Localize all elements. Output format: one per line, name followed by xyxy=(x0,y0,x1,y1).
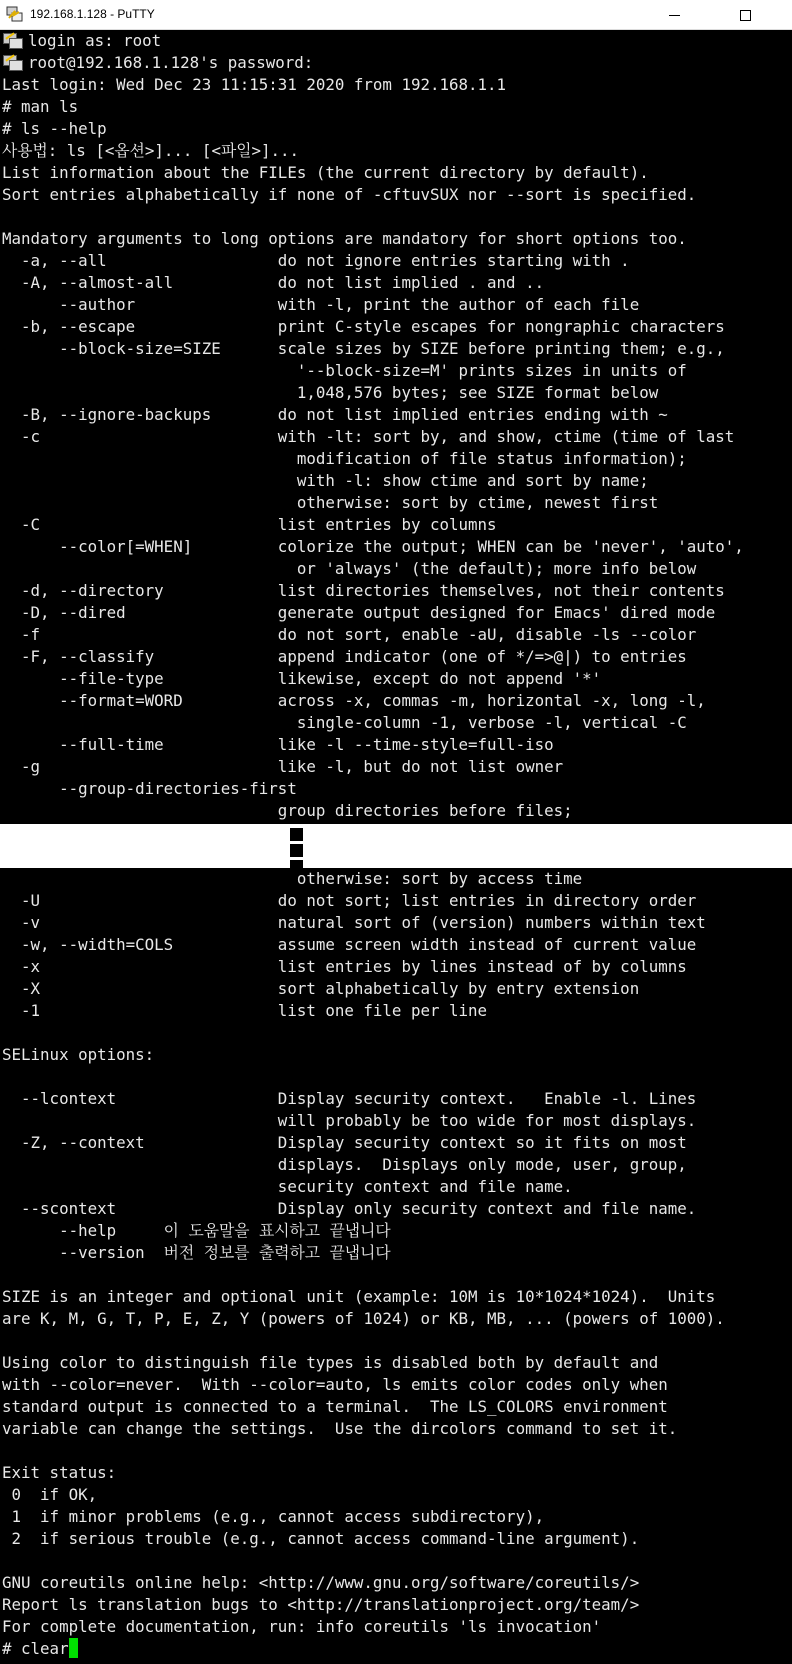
terminal-line-text: GNU coreutils online help: <http://www.gnu.org/software/coreutils/> xyxy=(2,1573,640,1592)
terminal-line xyxy=(2,514,744,536)
terminal-line xyxy=(2,294,744,316)
terminal-line-text: displays. Displays only mode, user, group, xyxy=(2,1155,687,1174)
terminal-line-text: --full-time like -l --time-style=full-iso xyxy=(2,735,554,754)
terminal-line-text: --block-size=SIZE scale sizes by SIZE before printing them; e.g., xyxy=(2,339,725,358)
terminal-line-text: 1,048,576 bytes; see SIZE format below xyxy=(2,383,659,402)
terminal-line-text: -X sort alphabetically by entry extension xyxy=(2,979,640,998)
terminal-line-text: -g like -l, but do not list owner xyxy=(2,757,564,776)
terminal-line xyxy=(2,1154,725,1176)
terminal-line xyxy=(2,1242,725,1264)
terminal-line-text: Report ls translation bugs to <http://translationproject.org/team/> xyxy=(2,1595,640,1614)
terminal-line xyxy=(2,206,744,228)
maximize-button[interactable] xyxy=(722,0,768,30)
terminal-line xyxy=(2,1132,725,1154)
terminal-line-text: otherwise: sort by access time xyxy=(2,869,583,888)
terminal-line-text: -c with -lt: sort by, and show, ctime (time of last xyxy=(2,427,735,446)
terminal-line xyxy=(2,912,725,934)
terminal-line xyxy=(2,404,744,426)
terminal-line-text: --format=WORD across -x, commas -m, horizontal -x, long -l, xyxy=(2,691,706,710)
terminal-line xyxy=(2,934,725,956)
terminal-line-text: security context and file name. xyxy=(2,1177,573,1196)
terminal-line xyxy=(2,690,744,712)
terminal-line xyxy=(2,978,725,1000)
terminal-line-text: Mandatory arguments to long options are mandatory for short options too. xyxy=(2,229,687,248)
terminal-line-text: modification of file status information); xyxy=(2,449,687,468)
terminal-line-text: root@192.168.1.128's password: xyxy=(28,53,314,72)
terminal-line xyxy=(2,426,744,448)
terminal-line xyxy=(2,1022,725,1044)
terminal-line xyxy=(2,1440,725,1462)
terminal-line xyxy=(2,712,744,734)
terminal-line xyxy=(2,1330,725,1352)
terminal-line-text: -v natural sort of (version) numbers within text xyxy=(2,913,706,932)
terminal-line-text: are K, M, G, T, P, E, Z, Y (powers of 1024) or KB, MB, ... (powers of 1000). xyxy=(2,1309,725,1328)
terminal-line xyxy=(2,1198,725,1220)
terminal-line-text: -d, --directory list directories themselves, not their contents xyxy=(2,581,725,600)
terminal-line xyxy=(2,272,744,294)
terminal-line-text: -w, --width=COLS assume screen width instead of current value xyxy=(2,935,697,954)
terminal-line xyxy=(2,1220,725,1242)
terminal-line-text: --lcontext Display security context. Enable -l. Lines xyxy=(2,1089,697,1108)
terminal-line-text: with --color=never. With --color=auto, ls emits color codes only when xyxy=(2,1375,668,1394)
gap-marker xyxy=(290,828,303,841)
terminal-line-text: # man ls xyxy=(2,97,79,116)
terminal-line-text: SELinux options: xyxy=(2,1045,155,1064)
terminal-line-text: 2 if serious trouble (e.g., cannot access command-line argument). xyxy=(2,1529,640,1548)
terminal-line xyxy=(2,492,744,514)
terminal-line xyxy=(2,890,725,912)
terminal-line xyxy=(2,668,744,690)
terminal-line xyxy=(2,316,744,338)
terminal-line xyxy=(2,184,744,206)
terminal-line-text: otherwise: sort by ctime, newest first xyxy=(2,493,659,512)
terminal-line-text: --file-type likewise, except do not append '*' xyxy=(2,669,602,688)
terminal-line-text: SIZE is an integer and optional unit (example: 10M is 10*1024*1024). Units xyxy=(2,1287,716,1306)
putty-session-icon xyxy=(2,53,22,71)
terminal-line-text: --color[=WHEN] colorize the output; WHEN can be 'never', 'auto', xyxy=(2,537,744,556)
terminal-line xyxy=(2,1550,725,1572)
terminal-line-text: -C list entries by columns xyxy=(2,515,497,534)
terminal-line-text: login as: root xyxy=(28,31,162,50)
terminal-line-text: -D, --dired generate output designed for Emacs' dired mode xyxy=(2,603,716,622)
terminal-line xyxy=(2,580,744,602)
terminal-line xyxy=(2,228,744,250)
terminal-line-text: -Z, --context Display security context so it fits on most xyxy=(2,1133,687,1152)
window-title: 192.168.1.128 - PuTTY xyxy=(30,7,155,21)
terminal-line xyxy=(2,1484,725,1506)
command-prompt[interactable] xyxy=(2,1638,725,1660)
terminal-line xyxy=(2,360,744,382)
terminal-line-text: -a, --all do not ignore entries starting with . xyxy=(2,251,630,270)
gap-marker xyxy=(290,844,303,857)
terminal-line xyxy=(2,1616,725,1638)
terminal-line xyxy=(2,96,744,118)
terminal-line xyxy=(2,140,744,162)
terminal-line-text: 사용법: ls [<옵션>]... [<파일>]... xyxy=(2,141,300,160)
terminal-line-text: Last login: Wed Dec 23 11:15:31 2020 from 192.168.1.1 xyxy=(2,75,507,94)
terminal-line-text: variable can change the settings. Use the dircolors command to set it. xyxy=(2,1419,678,1438)
terminal-line-text: --group-directories-first xyxy=(2,779,297,798)
terminal-line-text: 1 if minor problems (e.g., cannot access subdirectory), xyxy=(2,1507,545,1526)
terminal-line xyxy=(2,30,744,52)
terminal-line xyxy=(2,956,725,978)
terminal-line-text: -1 list one file per line xyxy=(2,1001,488,1020)
terminal-line xyxy=(2,118,744,140)
terminal-line-text: List information about the FILEs (the current directory by default). xyxy=(2,163,649,182)
title-bar[interactable] xyxy=(0,0,792,30)
terminal-line xyxy=(2,756,744,778)
terminal-line xyxy=(2,1176,725,1198)
terminal-line xyxy=(2,1000,725,1022)
terminal-line xyxy=(2,1088,725,1110)
terminal-line xyxy=(2,1374,725,1396)
terminal-line-text: For complete documentation, run: info coreutils 'ls invocation' xyxy=(2,1617,602,1636)
putty-icon[interactable] xyxy=(6,6,24,24)
gap-marker xyxy=(290,860,303,868)
terminal-line xyxy=(2,868,725,890)
terminal-line xyxy=(2,624,744,646)
terminal-line xyxy=(2,1352,725,1374)
terminal-line-text: '--block-size=M' prints sizes in units of xyxy=(2,361,687,380)
terminal-line-text: single-column -1, verbose -l, vertical -C xyxy=(2,713,687,732)
terminal-line-text: -U do not sort; list entries in directory order xyxy=(2,891,697,910)
terminal-line xyxy=(2,734,744,756)
terminal-line xyxy=(2,1110,725,1132)
terminal-line-text: group directories before files; xyxy=(2,801,573,820)
terminal-line xyxy=(2,52,744,74)
text-cursor xyxy=(69,1638,78,1658)
terminal-line-text: -B, --ignore-backups do not list implied entries ending with ~ xyxy=(2,405,668,424)
terminal-line-text: -f do not sort, enable -aU, disable -ls --color xyxy=(2,625,697,644)
terminal-line xyxy=(2,1462,725,1484)
terminal-output-top[interactable] xyxy=(0,30,792,824)
terminal-line-text: or 'always' (the default); more info below xyxy=(2,559,697,578)
terminal-line xyxy=(2,558,744,580)
terminal-line xyxy=(2,162,744,184)
terminal-line-text: standard output is connected to a terminal. The LS_COLORS environment xyxy=(2,1397,668,1416)
screenshot-stitch-gap xyxy=(0,824,792,868)
minimize-button[interactable] xyxy=(652,0,698,30)
terminal-line xyxy=(2,1572,725,1594)
terminal-line-text: -b, --escape print C-style escapes for nongraphic characters xyxy=(2,317,725,336)
terminal-line-text: Using color to distinguish file types is disabled both by default and xyxy=(2,1353,659,1372)
terminal-line xyxy=(2,778,744,800)
terminal-line xyxy=(2,1396,725,1418)
terminal-line xyxy=(2,536,744,558)
terminal-line xyxy=(2,1066,725,1088)
putty-session-icon xyxy=(2,31,22,49)
terminal-line-text: # ls --help xyxy=(2,119,107,138)
terminal-line-text: with -l: show ctime and sort by name; xyxy=(2,471,649,490)
terminal-output-bottom[interactable] xyxy=(0,868,792,1664)
terminal-line xyxy=(2,382,744,404)
terminal-line-text: Sort entries alphabetically if none of -cftuvSUX nor --sort is specified. xyxy=(2,185,697,204)
terminal-line-text: --help 이 도움말을 표시하고 끝냅니다 xyxy=(2,1221,391,1240)
terminal-line xyxy=(2,1044,725,1066)
prompt-text: # clear xyxy=(2,1639,69,1658)
terminal-line xyxy=(2,1286,725,1308)
terminal-line xyxy=(2,338,744,360)
terminal-line xyxy=(2,646,744,668)
terminal-line xyxy=(2,1506,725,1528)
terminal-line xyxy=(2,470,744,492)
terminal-line xyxy=(2,1594,725,1616)
terminal-line-text: -A, --almost-all do not list implied . and .. xyxy=(2,273,545,292)
terminal-line xyxy=(2,1418,725,1440)
terminal-line xyxy=(2,448,744,470)
terminal-line xyxy=(2,1528,725,1550)
terminal-line-text: will probably be too wide for most displays. xyxy=(2,1111,697,1130)
terminal-line-text: Exit status: xyxy=(2,1463,117,1482)
terminal-line-text: 0 if OK, xyxy=(2,1485,98,1504)
terminal-line-text: -x list entries by lines instead of by columns xyxy=(2,957,687,976)
terminal-line-text: --author with -l, print the author of each file xyxy=(2,295,640,314)
terminal-line xyxy=(2,74,744,96)
terminal-line-text: --scontext Display only security context and file name. xyxy=(2,1199,697,1218)
terminal-line xyxy=(2,250,744,272)
terminal-line-text: -F, --classify append indicator (one of */=>@|) to entries xyxy=(2,647,687,666)
terminal-line xyxy=(2,1264,725,1286)
terminal-line-text: --version 버전 정보를 출력하고 끝냅니다 xyxy=(2,1243,391,1262)
terminal-line xyxy=(2,800,744,822)
terminal-line xyxy=(2,602,744,624)
terminal-line xyxy=(2,1308,725,1330)
